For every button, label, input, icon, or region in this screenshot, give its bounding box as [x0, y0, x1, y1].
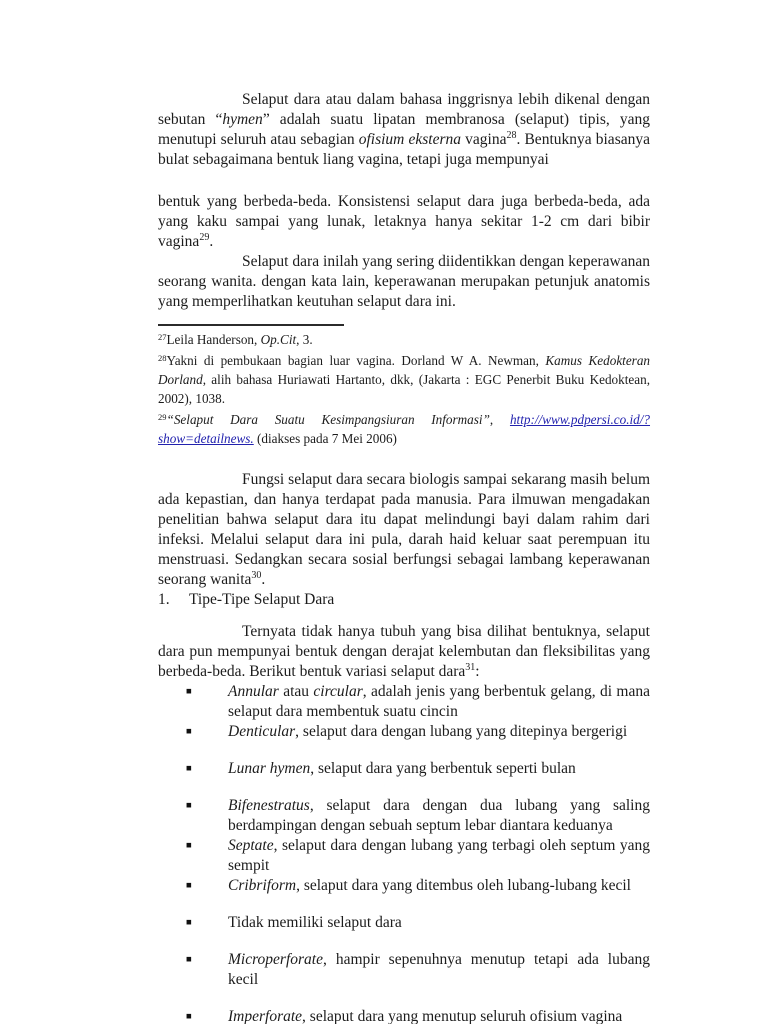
text-run: , alih bahasa Huriawati Hartanto, dkk, (Jakarta : EGC Penerbit Buku Kedoktean, 2002), 1038.: [158, 372, 650, 406]
citation-italic: Op.Cit: [260, 332, 297, 347]
term-italic: circular: [313, 683, 363, 700]
footnote-url-link[interactable]: http://www.pdpersi.co.id/?show=detailnews.: [158, 412, 651, 446]
text-run: . Bentuknya biasanya bulat sebagaimana bentuk liang vagina, tetapi juga mempunyai: [158, 131, 650, 168]
text-run: .: [209, 233, 214, 250]
term-italic: Microperforate: [228, 951, 323, 968]
text-run: Ternyata tidak hanya tubuh yang bisa dilihat bentuknya, selaput dara pun mempunyai bentuk dengan derajat kelembutan dan fleksibilitas yang berbeda-beda. Berikut bentuk variasi selaput dara: [158, 623, 650, 680]
footnote-number-28: 28: [158, 353, 167, 363]
footnote-number-29: 29: [158, 412, 167, 422]
list-item-imperforate: [158, 1007, 650, 1024]
footnote-ref-30: 30: [251, 570, 262, 581]
term-italic: Septate: [228, 837, 274, 854]
text-run: Selaput dara inilah yang sering diidentikkan dengan keperawanan seorang wanita. dengan kata lain, keperawanan merupakan petunjuk anatomis yang memperlihatkan keutuhan selaput dara ini.: [158, 253, 650, 310]
footnote-29: [158, 410, 650, 448]
text-run: , selaput dara yang berbentuk seperti bulan: [310, 760, 576, 777]
term-italic: Lunar hymen: [228, 760, 311, 777]
footnote-ref-29: 29: [199, 232, 210, 243]
text-run: ” adalah suatu lipatan membranosa (selaput) tipis, yang menutupi seluruh atau sebagian: [158, 111, 650, 148]
text-run: Leila Handerson,: [166, 332, 261, 347]
text-run: , 3.: [296, 332, 313, 347]
footnote-28: [158, 351, 650, 408]
list-item-annular: [158, 682, 650, 722]
text-run: ,: [489, 412, 510, 427]
term-italic: Annular: [228, 683, 279, 700]
bullet-square-icon: ■: [186, 881, 192, 891]
footnote-separator: [158, 324, 344, 326]
text-run: , selaput dara yang ditembus oleh lubang-lubang kecil: [296, 877, 631, 894]
text-run: , selaput dara dengan lubang yang ditepinya bergerigi: [295, 723, 628, 740]
term-italic: Denticular: [228, 723, 296, 740]
term-italic: Bifenestratus: [228, 797, 310, 814]
paragraph-function: [158, 470, 650, 590]
footnote-ref-28: 28: [506, 130, 517, 141]
text-run: , adalah jenis yang berbentuk gelang, di mana selaput dara membentuk suatu cincin: [228, 683, 650, 720]
footnote-number-27: 27: [158, 332, 167, 342]
list-item-no-hymen: [158, 913, 650, 933]
paragraph-consistency: [158, 192, 650, 252]
text-run: , hampir sepenuhnya menutup tetapi ada lubang kecil: [228, 951, 650, 988]
heading-number: 1.: [158, 591, 170, 608]
text-run: Selaput dara atau dalam bahasa inggrisnya lebih dikenal dengan sebutan “: [158, 91, 650, 128]
bullet-square-icon: ■: [186, 1012, 192, 1022]
bullet-square-icon: ■: [186, 801, 192, 811]
text-run: , selaput dara dengan lubang yang terbagi oleh septum yang sempit: [228, 837, 650, 874]
citation-italic: “Selaput Dara Suatu Kesimpangsiuran Informasi”: [166, 412, 490, 427]
text-run: :: [475, 663, 480, 680]
paragraph-virginity: [158, 252, 650, 312]
bullet-square-icon: ■: [186, 918, 192, 928]
list-item-denticular: [158, 722, 650, 742]
term-italic: Imperforate: [228, 1008, 303, 1024]
bullet-square-icon: ■: [186, 727, 192, 737]
bullet-square-icon: ■: [186, 955, 192, 965]
text-run: vagina: [461, 131, 507, 148]
list-item-cribriform: [158, 876, 650, 896]
footnote-ref-31: 31: [465, 662, 476, 673]
text-run: Yakni di pembukaan bagian luar vagina. Dorland W A. Newman,: [166, 353, 546, 368]
term-italic: Cribriform: [228, 877, 297, 894]
footnote-27: [158, 330, 650, 349]
heading-tipe-tipe-selaput-dara: [158, 590, 650, 610]
paragraph-hymen-intro: [158, 90, 650, 170]
list-item-septate: [158, 836, 650, 876]
text-run: Tidak memiliki selaput dara: [228, 914, 402, 931]
text-run: Fungsi selaput dara secara biologis sampai sekarang masih belum ada kepastian, dan hanya terdapat pada manusia. Para ilmuwan mengadakan penelitian bahwa selaput dara itu dapat melindungi bayi dalam rahim dari infeksi. Melalui selaput dara ini pula, darah haid keluar saat perempuan itu menstruasi. Sedangkan secara sosial berfungsi sebagai lambang keperawanan seorang wanita: [158, 471, 650, 588]
bullet-square-icon: ■: [186, 764, 192, 774]
hymen-types-list: [158, 682, 650, 1024]
list-item-lunar-hymen: [158, 759, 650, 779]
paragraph-ternyata: [158, 622, 650, 682]
bullet-square-icon: ■: [186, 841, 192, 851]
text-run: , selaput dara dengan dua lubang yang saling berdampingan dengan sebuah septum lebar diantara keduanya: [228, 797, 650, 834]
text-run: (diakses pada 7 Mei 2006): [253, 431, 397, 446]
text-run: .: [261, 571, 266, 588]
bullet-square-icon: ■: [186, 687, 192, 697]
text-run: atau: [278, 683, 314, 700]
footnotes-block: [158, 330, 650, 448]
heading-label: Tipe-Tipe Selaput Dara: [189, 591, 335, 608]
citation-italic: Kamus Kedokteran Dorland: [158, 353, 651, 387]
text-run: bentuk yang berbeda-beda. Konsistensi selaput dara juga berbeda-beda, ada yang kaku sampai yang lunak, letaknya hanya sekitar 1-2 cm dari bibir vagina: [158, 193, 650, 250]
list-item-microperforate: [158, 950, 650, 990]
text-run: , selaput dara yang menutup seluruh ofisium vagina: [302, 1008, 623, 1024]
term-italic: ofisium eksterna: [358, 131, 462, 148]
page-text-block: [158, 90, 650, 1024]
term-italic: hymen: [222, 111, 263, 128]
list-item-bifenestratus: [158, 796, 650, 836]
